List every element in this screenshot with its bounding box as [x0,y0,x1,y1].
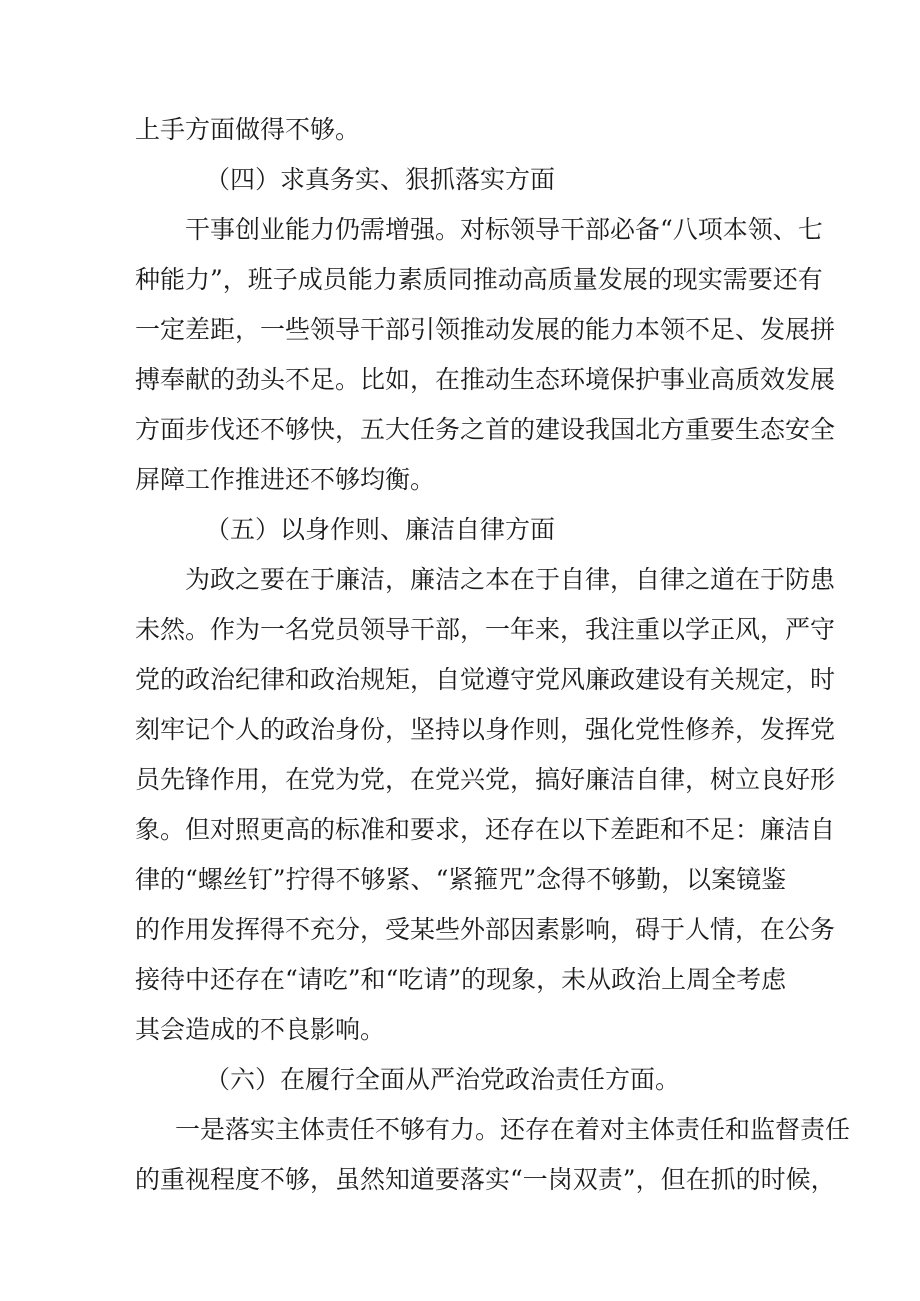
paragraph-line: 象。但对照更高的标准和要求，还存在以下差距和不足：廉洁自 [135,815,836,844]
paragraph-line: 的作用发挥得不充分，受某些外部因素影响，碍于人情，在公务 [135,915,836,944]
paragraph-line: 上手方面做得不够。 [135,115,361,144]
paragraph-line: 的重视程度不够，虽然知道要落实“一岗双责”，但在抓的时候， [135,1165,836,1194]
paragraph-line: 一是落实主体责任不够有力。还存在着对主体责任和监督责任 [175,1115,851,1144]
paragraph-line: 方面步伐还不够快，五大任务之首的建设我国北方重要生态安全 [135,415,836,444]
paragraph-line: 干事创业能力仍需增强。对标领导干部必备“八项本领、七 [185,215,823,244]
paragraph-line: 搏奉献的劲头不足。比如，在推动生态环境保护事业高质效发展 [135,365,836,394]
paragraph-line: 员先锋作用，在党为党，在党兴党，搞好廉洁自律，树立良好形 [135,765,836,794]
paragraph-line: 接待中还存在“请吃”和“吃请”的现象，未从政治上周全考虑 [135,965,787,994]
paragraph-line: 刻牢记个人的政治身份，坚持以身作则，强化党性修养，发挥党 [135,715,836,744]
paragraph-line: 律的“螺丝钉”拧得不够紧、“紧箍咒”念得不够勤，以案镜鉴 [135,865,787,894]
paragraph-line: 为政之要在于廉洁，廉洁之本在于自律，自律之道在于防患 [185,565,836,594]
paragraph-line: 屏障工作推进还不够均衡。 [135,465,436,494]
section-heading-5: （五）以身作则、廉洁自律方面 [205,515,556,544]
paragraph-line: 种能力”，班子成员能力素质同推动高质量发展的现实需要还有 [135,265,823,294]
section-heading-6: （六）在履行全面从严治党政治责任方面。 [205,1065,681,1094]
paragraph-line: 其会造成的不良影响。 [135,1015,386,1044]
paragraph-line: 党的政治纪律和政治规矩，自觉遵守党风廉政建设有关规定，时 [135,665,836,694]
paragraph-line: 一定差距，一些领导干部引领推动发展的能力本领不足、发展拼 [135,315,836,344]
paragraph-line: 未然。作为一名党员领导干部，一年来，我注重以学正风，严守 [135,615,836,644]
section-heading-4: （四）求真务实、狠抓落实方面 [205,165,556,194]
